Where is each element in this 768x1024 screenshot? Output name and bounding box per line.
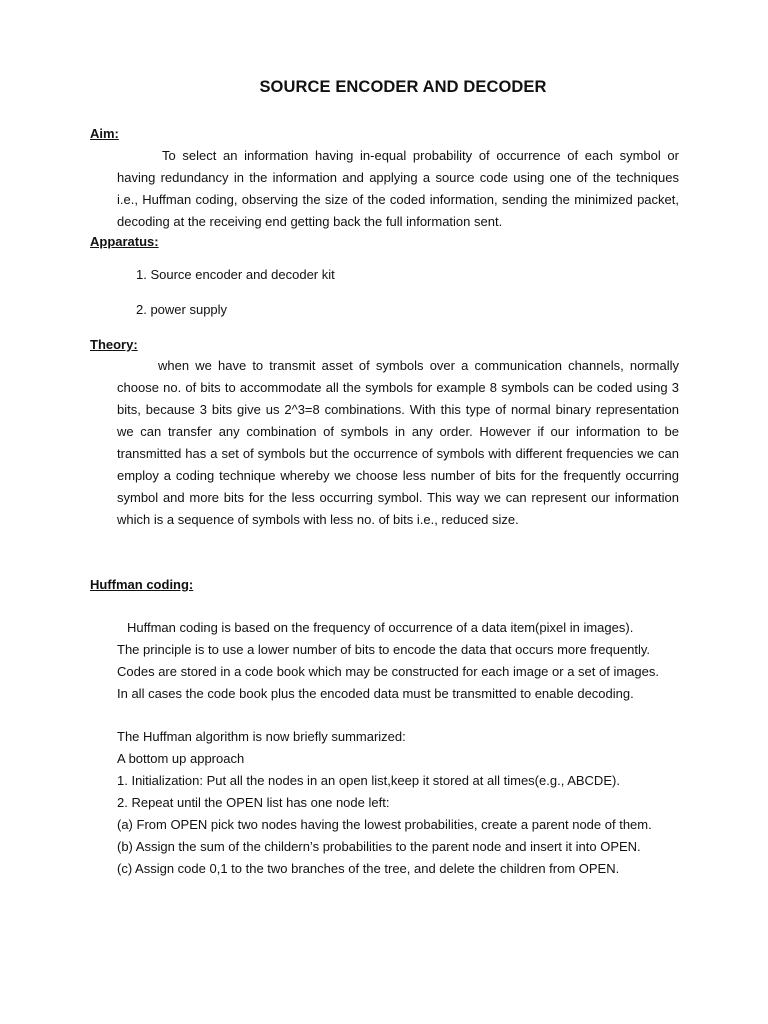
aim-paragraph: To select an information having in-equal probability of occurrence of each symbol or having redundancy in the information and applying a source code using one of the techniques i.e., Huffman coding, observing the size of the coded information, sending the minimized packet, decoding at the receiving end getting back the full information sent. xyxy=(117,148,679,229)
huffman-heading: Huffman coding: xyxy=(90,577,194,592)
huffman-intro-line: In all cases the code book plus the encoded data must be transmitted to enable decoding. xyxy=(117,686,634,701)
huffman-intro-line: Codes are stored in a code book which may be constructed for each image or a set of images. xyxy=(117,664,659,679)
apparatus-heading: Apparatus: xyxy=(90,234,159,249)
apparatus-item: 1. Source encoder and decoder kit xyxy=(136,267,335,282)
theory-paragraph: when we have to transmit asset of symbols over a communication channels, normally choose no. of bits to accommodate all the symbols for example 8 symbols can be coded using 3 bits, because 3 bits give us 2^3=8 combinations. With this type of normal binary representation we can transfer any combination of symbols in any order. However if our information to be transmitted has a set of symbols but the occurrence of symbols with different frequencies we can employ a coding technique whereby we choose less number of bits for the frequently occurring symbol and more bits for the less occurring symbol. This way we can represent our information which is a sequence of symbols with less no. of bits i.e., reduced size. xyxy=(117,358,679,527)
huffman-intro-line: The principle is to use a lower number of bits to encode the data that occurs more frequently. xyxy=(117,642,651,657)
huffman-algorithm-line: 1. Initialization: Put all the nodes in an open list,keep it stored at all times(e.g., ABCDE). xyxy=(117,773,620,788)
huffman-algorithm-line: A bottom up approach xyxy=(117,751,245,766)
huffman-algorithm-line: (b) Assign the sum of the childern’s probabilities to the parent node and insert it into OPEN. xyxy=(117,839,641,854)
theory-heading: Theory: xyxy=(90,337,138,352)
huffman-intro-line: Huffman coding is based on the frequency of occurrence of a data item(pixel in images). xyxy=(127,620,634,635)
huffman-algorithm-line: 2. Repeat until the OPEN list has one node left: xyxy=(117,795,390,810)
document-title: SOURCE ENCODER AND DECODER xyxy=(259,78,547,96)
huffman-algorithm-line: The Huffman algorithm is now briefly summarized: xyxy=(117,729,406,744)
huffman-algorithm-line: (c) Assign code 0,1 to the two branches of the tree, and delete the children from OPEN. xyxy=(117,861,620,876)
aim-heading: Aim: xyxy=(90,126,119,141)
apparatus-item: 2. power supply xyxy=(136,302,228,317)
huffman-algorithm-line: (a) From OPEN pick two nodes having the lowest probabilities, create a parent node of them. xyxy=(117,817,652,832)
